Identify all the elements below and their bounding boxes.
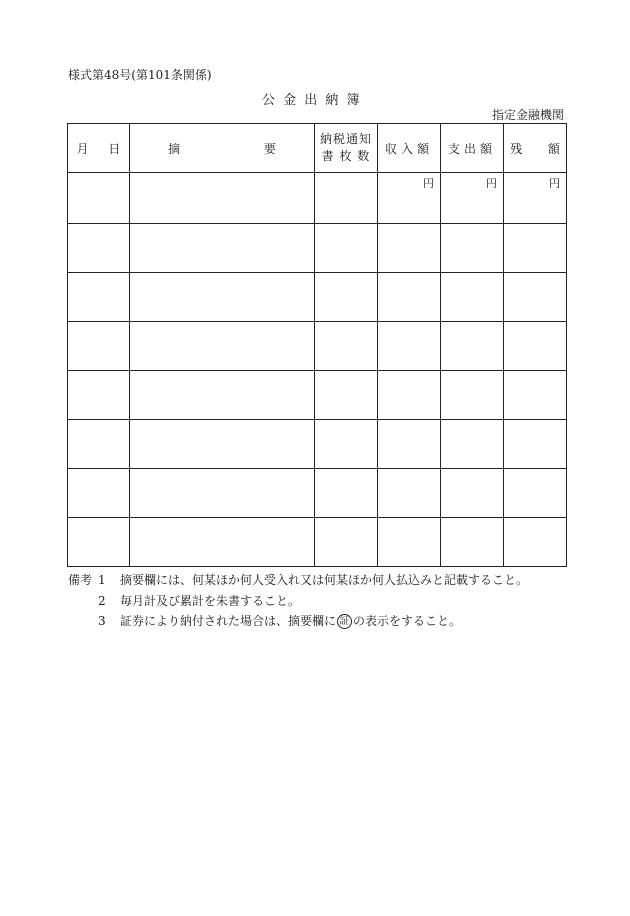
balance-cell[interactable] <box>504 518 567 567</box>
balance-cell[interactable] <box>504 224 567 273</box>
date-cell[interactable] <box>68 371 130 420</box>
balance-cell[interactable] <box>504 273 567 322</box>
ledger-table <box>67 123 567 567</box>
expense-cell[interactable] <box>441 273 504 322</box>
income-cell[interactable] <box>378 224 441 273</box>
expense-cell[interactable] <box>441 224 504 273</box>
remark-number: 2 <box>98 593 106 608</box>
summary-cell[interactable] <box>130 371 315 420</box>
column-header-notice-count <box>315 124 378 173</box>
column-header-date: 月 日 <box>68 124 130 173</box>
table-row <box>68 224 567 273</box>
remarks <box>68 570 528 632</box>
table-row <box>68 173 567 224</box>
table-row <box>68 469 567 518</box>
unit-label: 円 <box>486 177 497 190</box>
remark-text: 毎月計及び累計を朱書すること。 <box>120 593 301 608</box>
expense-cell[interactable] <box>441 322 504 371</box>
balance-cell[interactable] <box>504 420 567 469</box>
income-cell[interactable] <box>378 273 441 322</box>
date-cell[interactable] <box>68 322 130 371</box>
circled-mark: 証 <box>337 614 352 629</box>
date-cell[interactable] <box>68 420 130 469</box>
table-row <box>68 273 567 322</box>
notice-count-cell[interactable] <box>315 322 378 371</box>
summary-cell[interactable] <box>130 322 315 371</box>
income-cell[interactable] <box>378 469 441 518</box>
notice-count-cell[interactable] <box>315 273 378 322</box>
column-header-expense: 支出額 <box>441 124 504 173</box>
income-cell[interactable] <box>378 322 441 371</box>
notice-count-cell[interactable] <box>315 224 378 273</box>
notice-count-cell[interactable] <box>315 371 378 420</box>
remark-item <box>68 611 528 632</box>
column-header-balance: 残 額 <box>504 124 567 173</box>
page-title: 公 金 出 納 簿 <box>262 93 362 108</box>
balance-cell[interactable] <box>504 322 567 371</box>
balance-cell[interactable] <box>504 371 567 420</box>
form-number: 様式第48号(第101条関係) <box>68 68 212 82</box>
remark-item <box>68 591 528 612</box>
column-header-income: 収入額 <box>378 124 441 173</box>
remark-text: 摘要欄には、何某ほか何人受入れ又は何某ほか何人払込みと記載すること。 <box>120 573 529 587</box>
expense-cell[interactable] <box>441 173 504 224</box>
date-cell[interactable] <box>68 518 130 567</box>
remark-item <box>68 570 528 591</box>
notice-count-label-line1: 納税通知 <box>319 132 372 146</box>
summary-cell[interactable] <box>130 173 315 224</box>
notice-count-cell[interactable] <box>315 173 378 224</box>
remark-number: 1 <box>98 573 106 587</box>
notice-count-cell[interactable] <box>315 469 378 518</box>
table-row <box>68 420 567 469</box>
notice-count-cell[interactable] <box>315 420 378 469</box>
date-cell[interactable] <box>68 273 130 322</box>
expense-cell[interactable] <box>441 420 504 469</box>
unit-label: 円 <box>549 177 560 190</box>
date-cell[interactable] <box>68 469 130 518</box>
remark-number: 3 <box>98 614 106 628</box>
notice-count-label-line2: 書 枚 数 <box>321 149 371 163</box>
income-cell[interactable] <box>378 518 441 567</box>
balance-cell[interactable] <box>504 469 567 518</box>
summary-cell[interactable] <box>130 518 315 567</box>
table-row <box>68 371 567 420</box>
column-header-summary: 摘 要 <box>130 124 315 173</box>
date-cell[interactable] <box>68 224 130 273</box>
summary-cell[interactable] <box>130 273 315 322</box>
income-cell[interactable] <box>378 420 441 469</box>
remark-text: 証券により納付された場合は、摘要欄に 証 の表示をすること。 <box>120 614 462 628</box>
income-cell[interactable] <box>378 173 441 224</box>
table-row <box>68 322 567 371</box>
ledger-body <box>68 173 567 567</box>
table-header-row <box>68 124 567 173</box>
income-cell[interactable] <box>378 371 441 420</box>
notice-count-cell[interactable] <box>315 518 378 567</box>
table-row <box>68 518 567 567</box>
summary-cell[interactable] <box>130 224 315 273</box>
unit-label: 円 <box>423 177 434 190</box>
summary-cell[interactable] <box>130 469 315 518</box>
remarks-heading: 備考 <box>68 573 93 587</box>
date-cell[interactable] <box>68 173 130 224</box>
expense-cell[interactable] <box>441 518 504 567</box>
expense-cell[interactable] <box>441 371 504 420</box>
expense-cell[interactable] <box>441 469 504 518</box>
summary-cell[interactable] <box>130 420 315 469</box>
institution-label: 指定金融機関 <box>491 108 564 122</box>
balance-cell[interactable] <box>504 173 567 224</box>
